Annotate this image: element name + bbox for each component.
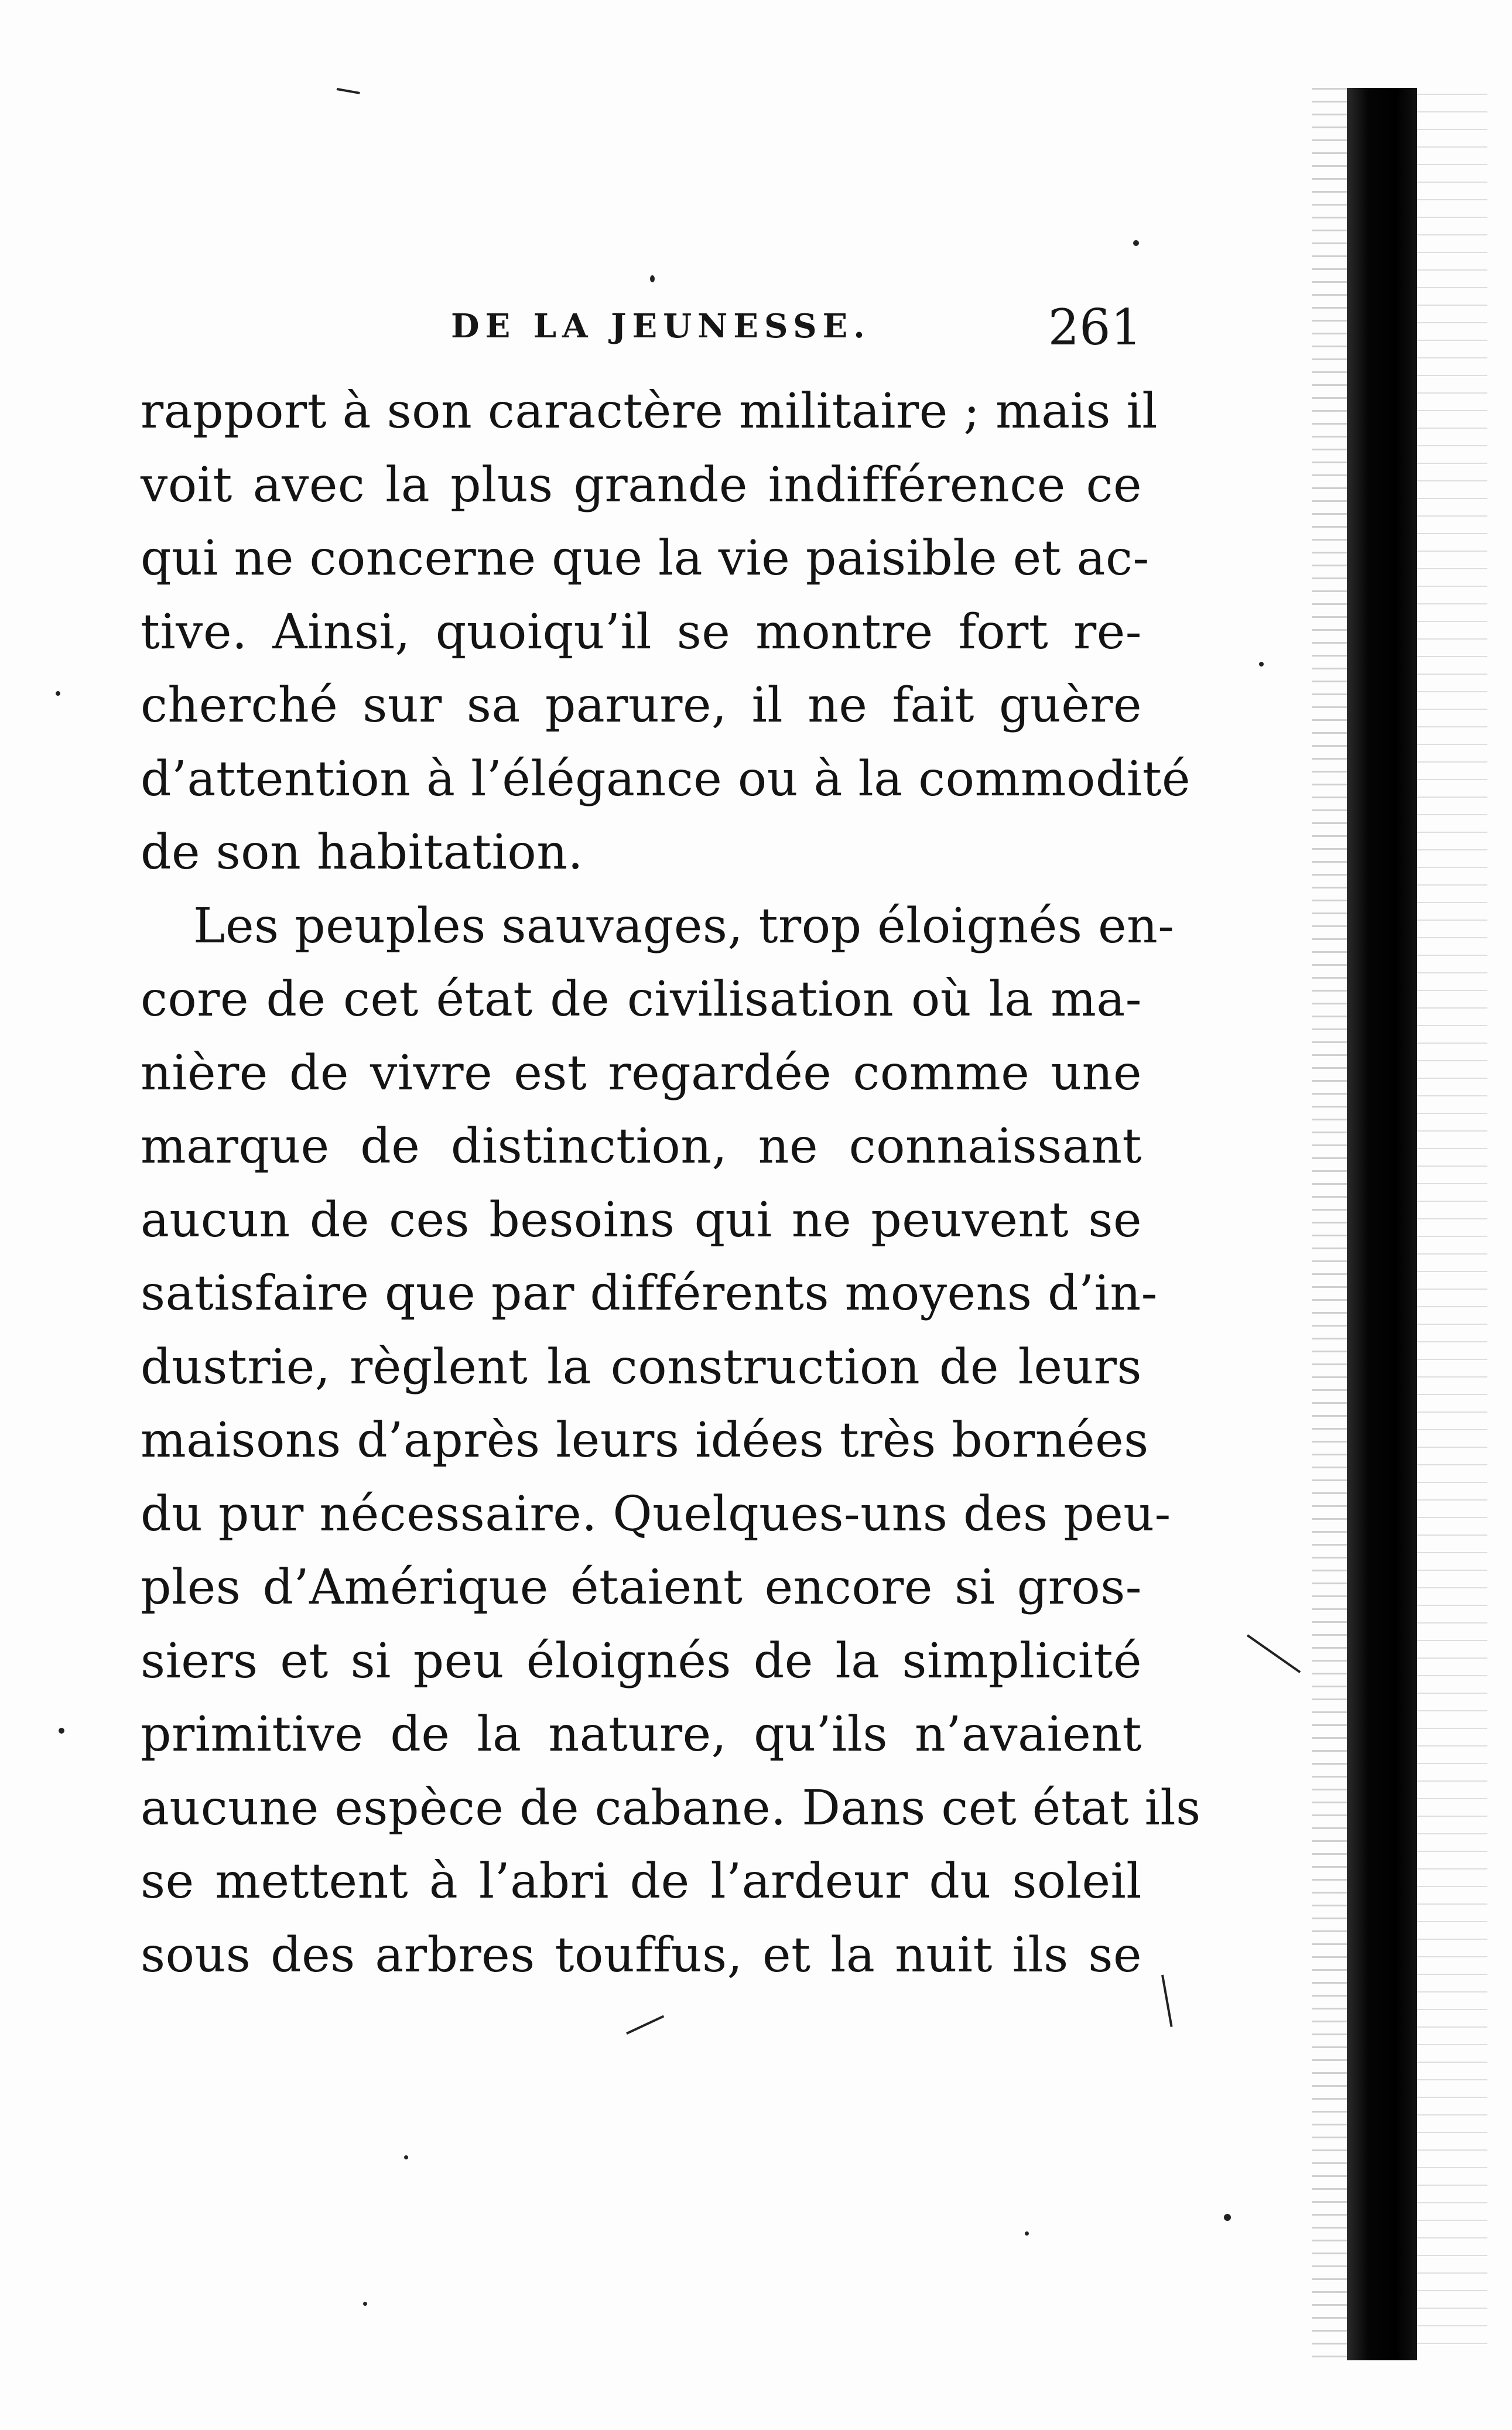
text-line: primitive de la nature, qu’ils n’avaient xyxy=(141,1707,1142,1762)
scan-mark xyxy=(337,88,360,94)
text-line: tive. Ainsi, quoiqu’il se montre fort re- xyxy=(141,604,1142,660)
scan-mark xyxy=(626,2015,664,2035)
text-line: se mettent à l’abri de l’ardeur du soleil xyxy=(141,1854,1142,1909)
text-line: cherché sur sa parure, il ne fait guère xyxy=(141,678,1142,733)
scan-speck xyxy=(404,2155,408,2159)
text-line: d’attention à l’élégance ou à la commodité xyxy=(141,751,1191,807)
page-number: 261 xyxy=(1048,299,1142,356)
text-line: du pur nécessaire. Quelques-uns des peu- xyxy=(141,1486,1171,1542)
scan-speck xyxy=(59,1728,64,1734)
scan-mark xyxy=(1247,1634,1301,1673)
body-text xyxy=(141,375,1201,1992)
paragraph-start-line: Les peuples sauvages, trop éloignés en- xyxy=(193,898,1175,954)
text-line: ples d’Amérique étaient encore si gros- xyxy=(141,1560,1142,1615)
page-header xyxy=(141,299,1142,356)
scan-speck xyxy=(650,275,655,282)
scan-speck xyxy=(1224,2214,1231,2221)
scan-speck xyxy=(1025,2231,1029,2236)
binding-edge xyxy=(1347,88,1417,2360)
scan-speck xyxy=(1133,240,1139,246)
text-line: dustrie, règlent la construction de leurs xyxy=(141,1339,1142,1395)
text-line: rapport à son caractère militaire ; mais il xyxy=(141,384,1158,439)
text-line: core de cet état de civilisation où la ma- xyxy=(141,972,1142,1027)
scan-speck xyxy=(56,691,60,696)
scan-speck xyxy=(1259,662,1264,667)
scan-mark xyxy=(1161,1975,1173,2027)
text-line: siers et si peu éloignés de la simplicité xyxy=(141,1633,1142,1689)
text-line: voit avec la plus grande indifférence ce xyxy=(141,457,1142,513)
text-line: qui ne concerne que la vie paisible et ac- xyxy=(141,531,1150,586)
text-line: nière de vivre est regardée comme une xyxy=(141,1045,1142,1101)
text-line: maisons d’après leurs idées très bornées xyxy=(141,1413,1149,1468)
binding-shadow-right xyxy=(1417,94,1487,2354)
text-line: aucun de ces besoins qui ne peuvent se xyxy=(141,1192,1142,1248)
text-line: aucune espèce de cabane. Dans cet état ils xyxy=(141,1780,1201,1836)
text-line: marque de distinction, ne connaissant xyxy=(141,1119,1142,1174)
text-line: sous des arbres touffus, et la nuit ils se xyxy=(141,1927,1142,1983)
scan-speck xyxy=(363,2302,367,2306)
running-head: DE LA JEUNESSE. xyxy=(451,307,871,346)
text-line: satisfaire que par différents moyens d’in- xyxy=(141,1266,1158,1321)
text-line: de son habitation. xyxy=(141,825,584,880)
binding-shadow xyxy=(1312,88,1347,2360)
